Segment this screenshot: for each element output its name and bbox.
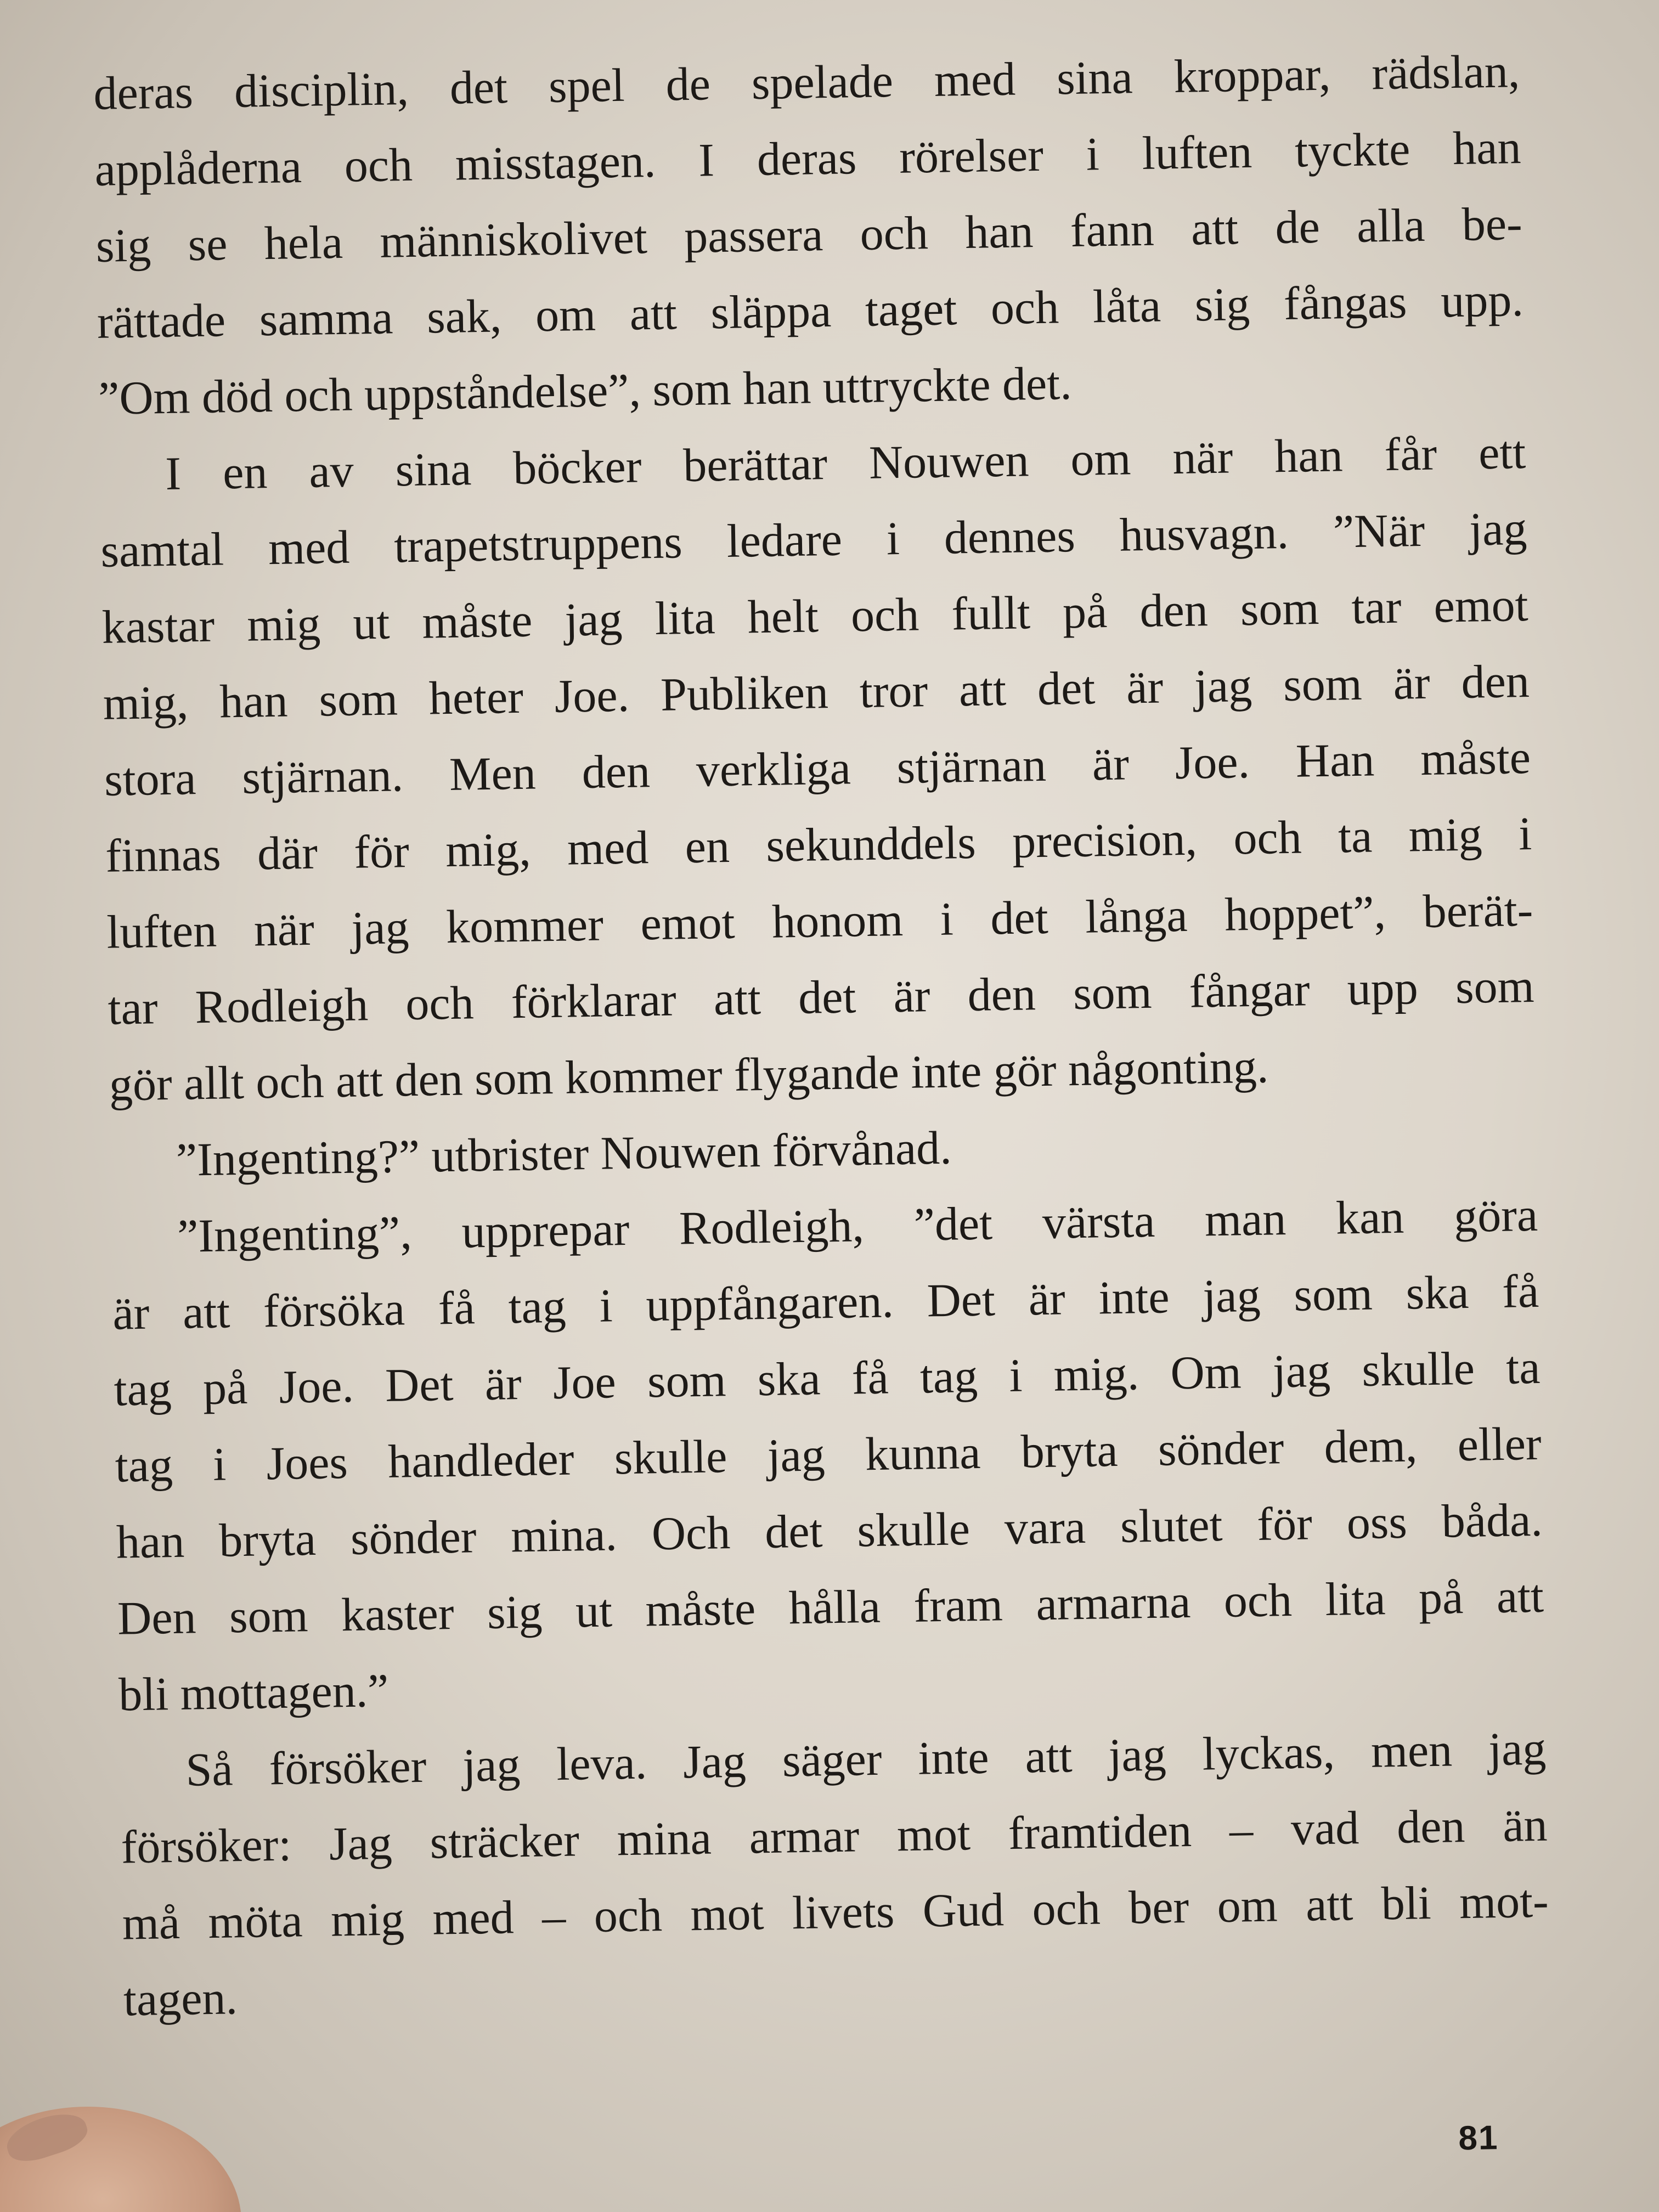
text-line: Den som kaster sig ut måste hålla fram armarna och lita på att <box>117 1569 1544 1645</box>
text-line: bli mottagen.” <box>118 1663 390 1721</box>
text-line: ”Ingenting”, upprepar Rodleigh, ”det värsta man kan göra <box>177 1188 1538 1262</box>
text-line: finnas där för mig, med en sekunddels precision, och ta mig i <box>105 806 1532 882</box>
text-line: försöker: Jag sträcker mina armar mot framtiden – vad den än <box>120 1798 1548 1874</box>
text-line: rättade samma sak, om att släppa taget och låta sig fångas upp. <box>97 273 1524 348</box>
text-line: luften när jag kommer emot honom i det långa hoppet”, berät- <box>106 883 1533 958</box>
text-line: Så försöker jag leva. Jag säger inte att jag lyckas, men jag <box>185 1722 1547 1796</box>
body-text <box>93 33 1550 2038</box>
text-line: samtal med trapetstruppens ledare i dennes husvagn. ”När jag <box>100 502 1528 577</box>
text-line: stora stjärnan. Men den verkliga stjärnan är Joe. Han måste <box>104 730 1531 806</box>
text-line: gör allt och att den som kommer flygande inte gör någonting. <box>109 1040 1269 1111</box>
text-line: ”Om död och uppståndelse”, som han uttryckte det. <box>98 357 1073 425</box>
text-line: tag i Joes handleder skulle jag kunna bryta sönder dem, eller <box>115 1417 1542 1492</box>
text-line: deras disciplin, det spel de spelade med sina kroppar, rädslan, <box>93 44 1520 120</box>
text-line: I en av sina böcker berättar Nouwen om när han får ett <box>165 426 1526 500</box>
text-line: må möta mig med – och mot livets Gud och ber om att bli mot- <box>122 1874 1549 1950</box>
text-line: tagen. <box>123 1971 238 2026</box>
text-line: kastar mig ut måste jag lita helt och fullt på den som tar emot <box>101 578 1529 653</box>
text-line: applåderna och misstagen. I deras rörelser i luften tyckte han <box>94 121 1522 196</box>
text-line: är att försöka få tag i uppfångaren. Det är inte jag som ska få <box>112 1264 1539 1340</box>
text-line: tag på Joe. Det är Joe som ska få tag i mig. Om jag skulle ta <box>113 1340 1541 1416</box>
book-page <box>66 21 1601 2158</box>
text-line: sig se hela människolivet passera och han fann att de alla be- <box>95 197 1523 272</box>
text-line: ”Ingenting?” utbrister Nouwen förvånad. <box>176 1121 952 1186</box>
text-line: mig, han som heter Joe. Publiken tror att det är jag som är den <box>103 654 1530 730</box>
text-line: han bryta sönder mina. Och det skulle vara slutet för oss båda. <box>116 1493 1543 1568</box>
page-number: 81 <box>1458 2119 1499 2158</box>
text-line: tar Rodleigh och förklarar att det är den som fångar upp som <box>107 959 1535 1035</box>
